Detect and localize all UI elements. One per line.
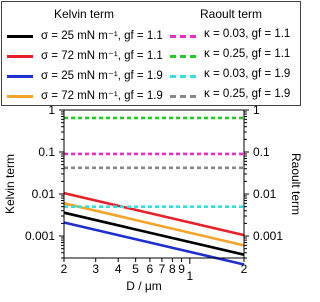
legend [1, 1, 301, 106]
legend-swatch [170, 95, 196, 98]
legend-swatch [7, 75, 33, 78]
legend-label: σ = 25 mN m⁻¹, gf = 1.9 [41, 70, 163, 82]
x-tick-label-9: 1 [186, 269, 194, 283]
legend-label: σ = 72 mN m⁻¹, gf = 1.1 [41, 50, 163, 62]
legend-swatch [7, 55, 33, 58]
legend-swatch [7, 35, 33, 38]
y-axis-title-left: Kelvin term [3, 153, 17, 215]
x-tick-label-8: 9 [178, 262, 185, 276]
legend-label: σ = 72 mN m⁻¹, gf = 1.9 [41, 90, 163, 102]
legend-swatch [170, 35, 196, 38]
legend-heading-kelvin: Kelvin term [54, 7, 115, 21]
series-layer [64, 118, 244, 265]
y-tick-label-left-4: 0.001 [24, 229, 55, 244]
plot-frame [64, 110, 244, 258]
series-line-4 [64, 203, 244, 245]
x-tick-label-5: 6 [146, 262, 154, 276]
y-tick-label-right-4: 0.001 [253, 229, 284, 244]
legend-swatch [170, 75, 196, 78]
y-tick-label-left-2: 0.1 [38, 145, 55, 160]
x-tick-label-1: 2 [60, 262, 68, 276]
series-line-1 [64, 213, 244, 255]
y-axis-title-right: Raoult term [289, 152, 303, 216]
x-tick-label-10: 2 [240, 262, 248, 276]
legend-label: κ = 0.25, gf = 1.1 [204, 48, 291, 60]
y-tick-label-right-3: 0.01 [253, 187, 277, 202]
legend-swatch [170, 55, 196, 58]
legend-label: κ = 0.25, gf = 1.9 [204, 88, 291, 100]
x-tick-label-3: 4 [114, 262, 122, 276]
legend-heading-raoult: Raoult term [200, 7, 263, 21]
x-axis-title: D / μm [126, 279, 162, 293]
legend-label: σ = 25 mN m⁻¹, gf = 1.1 [41, 30, 163, 42]
x-tick-label-2: 3 [92, 262, 100, 276]
y-tick-label-right-1: 1 [253, 103, 260, 117]
x-tick-label-7: 8 [169, 262, 176, 276]
x-tick-label-6: 7 [158, 262, 166, 276]
legend-label: κ = 0.03, gf = 1.1 [204, 28, 291, 40]
legend-swatch [7, 95, 33, 98]
y-tick-label-left-3: 0.01 [31, 187, 55, 202]
y-tick-label-left-1: 1 [48, 103, 55, 117]
x-tick-label-4: 5 [132, 262, 139, 276]
kelvin-raoult-chart [0, 100, 305, 302]
legend-label: κ = 0.03, gf = 1.9 [204, 68, 291, 80]
y-tick-label-right-2: 0.1 [253, 145, 270, 160]
